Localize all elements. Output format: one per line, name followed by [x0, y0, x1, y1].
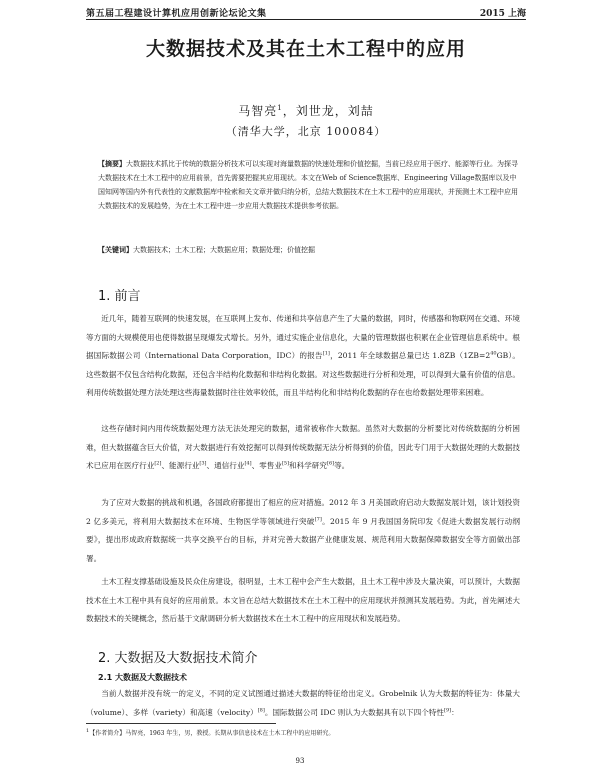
- text-run: 等。: [334, 461, 350, 470]
- page-number: 93: [295, 757, 305, 765]
- abstract: [98, 157, 518, 213]
- header-proceedings-title: 第五届工程建设计算机应用创新论坛论文集: [86, 9, 267, 19]
- text-run: 。国际数据公司 IDC 则认为大数据具有以下四个特性: [264, 707, 445, 717]
- abstract-text: 大数据技术抓比于传统的数据分析技术可以实现对海量数据的快速处理和价值挖掘，当前已经应用于医疗、能源等行业。为探寻大数据技术在土木工程中的应用前景，首先需要把握其应用现状。本文在Web of Science数据库、Engineering Village数据库以及中国知网等国内外有代表性的文献数据库中检索和关文章并做归纳分析，总结大数据技术在土木工程中的应用现状，并预测土木工程中应用大数据技术的发展趋势，为在土木工程中进一步应用大数据技术提供参考依据。: [98, 160, 518, 210]
- keywords: [98, 243, 518, 257]
- text-run: 、通信行业: [206, 461, 245, 470]
- text-run: 。2015 年 9 月我国国务院印发《促进大数据发展行动纲要》，提出形成政府数据统一共享交换平台的目标，并对完善大数据产业健康发展、规范利用大数据保障数据安全等方面做出部署。: [86, 516, 520, 563]
- citation: [9]: [444, 706, 452, 713]
- text-run: 、零售业: [251, 461, 282, 470]
- exponent: 40: [490, 350, 497, 357]
- text-run: ，2011 年全球数据总量已达 1.8ZB（1ZB=2: [329, 351, 491, 360]
- header-year-location: 2015 上海: [479, 9, 526, 19]
- paragraph-intro-3: [86, 494, 520, 568]
- citation: [6]: [327, 460, 335, 467]
- text-run: 为了应对大数据的挑战和机遇，各国政府都提出了相应的应对措施。2012 年 3 月美国政府启动大数据发展计划，该计划投资 2 亿多美元，将利用大数据技术在环境、生物医学等领域进行突破: [86, 498, 520, 526]
- citation: [7]: [314, 515, 322, 522]
- text-run: ：: [451, 707, 459, 717]
- citation: [3]: [199, 460, 207, 467]
- paragraph-intro-4: 土木工程支撑基础设施及民众住房建设，很明显，土木工程中会产生大数据，且土木工程中涉及大量决策，可以预计，大数据技术在土木工程中具有良好的应用前景。本文旨在总结大数据技术在土木工程中的应用现状并预测其发展趋势。为此，首先阐述大数据技术的关键概念，然后基于文献调研分析大数据技术在土木工程中的应用现状和发展趋势。: [86, 577, 520, 623]
- footnote-rule: [86, 723, 276, 724]
- header-rule: [86, 19, 526, 20]
- abstract-label: 【摘要】: [98, 159, 126, 168]
- paragraph-intro-2: [86, 420, 520, 476]
- citation: [4]: [244, 460, 252, 467]
- section-heading-introduction: 1. 前言: [98, 289, 141, 304]
- footnote-text: 【作者简介】马智亮，1963 年生，男，教授。长期从事信息技术在土木工程中的应用研究。: [89, 730, 335, 737]
- running-header: [86, 6, 526, 20]
- other-authors: ，刘世龙，刘喆: [282, 104, 374, 118]
- paragraph-intro-1: [86, 310, 520, 403]
- keywords-text: 大数据技术；土木工程；大数据应用；数据处理；价值挖掘: [133, 246, 315, 254]
- text-run: GB）。这些数据不仅包含结构化数据，还包含半结构化数据和非结构化数据。对这些数据进行分析和处理，可以得到大量有价值的信息。利用传统数据处理方法处理这些海量数据时往往效率较低，而且半结构化和非结构化数据的存在也给数据处理带来困难。: [86, 351, 520, 397]
- citation: [8]: [257, 706, 265, 713]
- subsection-heading-2-1: 2.1 大数据及大数据技术: [98, 673, 187, 682]
- citation: [5]: [281, 460, 290, 467]
- citation: [1]: [322, 350, 330, 357]
- text-run: 和科学研究: [289, 461, 327, 470]
- paragraph-bigdata-definition: [86, 685, 520, 722]
- author-footnote-mark: 1: [277, 104, 283, 112]
- citation: [2]: [154, 460, 162, 467]
- text-run: 近几年，随着互联网的快速发展，在互联网上发布、传递和共享信息产生了大量的数据，同时，传感器和物联网在交通、环境等方面的大规模使用也使得数据呈现爆发式增长。另外，通过实施企业信息化，大量的管理数据也积累在企业管理信息系统中。根据国际数据公司（International Data Corporation，IDC）的报告: [86, 314, 520, 360]
- text-run: 当前人数据并没有统一的定义，不同的定义试图通过描述大数据的特征给出定义。Grobelnik 认为大数据的特征为：体量大（volume）、多样（variety）和高速（velocity）: [86, 689, 520, 717]
- keywords-label: 【关键词】: [98, 245, 133, 254]
- text-run: 、能源行业: [161, 461, 200, 470]
- author-line: [86, 102, 526, 119]
- author-footnote: [86, 727, 520, 738]
- first-author: 马智亮: [238, 104, 278, 118]
- footnote-mark: 1: [86, 728, 90, 734]
- text-run: 这些存储时间内用传统数据处理方法无法处理完的数据，通常被称作大数据。虽然对大数据的分析要比对传统数据的分析困难，但大数据蕴含巨大价值，对大数据进行有效挖掘可以得到传统数据无法分析得到的价值，因此专门用于大数据处理的大数据技术已应用在医疗行业: [86, 424, 520, 470]
- section-heading-bigdata-intro: 2. 大数据及大数据技术简介: [98, 651, 258, 666]
- affiliation: （清华大学，北京 100084）: [225, 125, 387, 138]
- paper-title: 大数据技术及其在土木工程中的应用: [145, 38, 466, 60]
